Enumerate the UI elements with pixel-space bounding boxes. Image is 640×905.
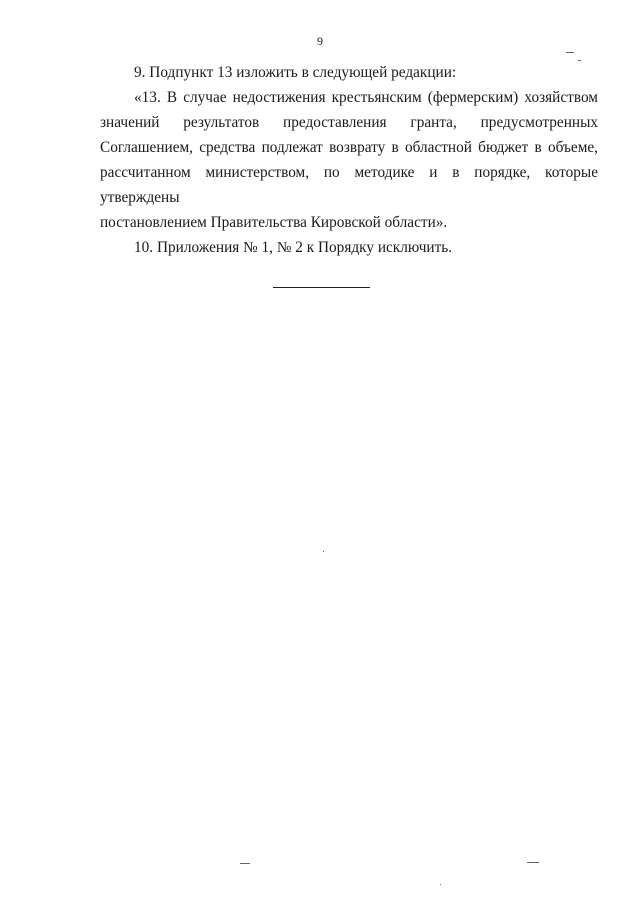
scan-speck xyxy=(240,863,250,864)
scan-speck xyxy=(323,551,324,552)
paragraph-line: рассчитанном министерством, по методике и в порядке, которые утверждены xyxy=(100,164,598,206)
scan-speck xyxy=(440,884,441,885)
document-body xyxy=(100,60,598,260)
end-of-text-rule xyxy=(273,287,370,288)
paragraph-line: постановлением Правительства Кировской области». xyxy=(100,214,448,231)
paragraph-item-9: 9. Подпункт 13 изложить в следующей редакции: xyxy=(134,64,457,81)
paragraph-line: Соглашением, средства подлежат возврату в областной бюджет в объеме, xyxy=(100,139,598,156)
scan-speck xyxy=(578,60,581,61)
scan-speck xyxy=(527,862,539,863)
scan-speck xyxy=(566,52,574,53)
paragraph-line: «13. В случае недостижения крестьянским (фермерским) хозяйством xyxy=(134,89,598,106)
paragraph-item-13 xyxy=(100,85,598,235)
paragraph-line: значений результатов предоставления гранта, предусмотренных xyxy=(100,114,598,131)
page-number: 9 xyxy=(317,34,323,48)
paragraph-item-10: 10. Приложения № 1, № 2 к Порядку исключить. xyxy=(134,239,453,256)
